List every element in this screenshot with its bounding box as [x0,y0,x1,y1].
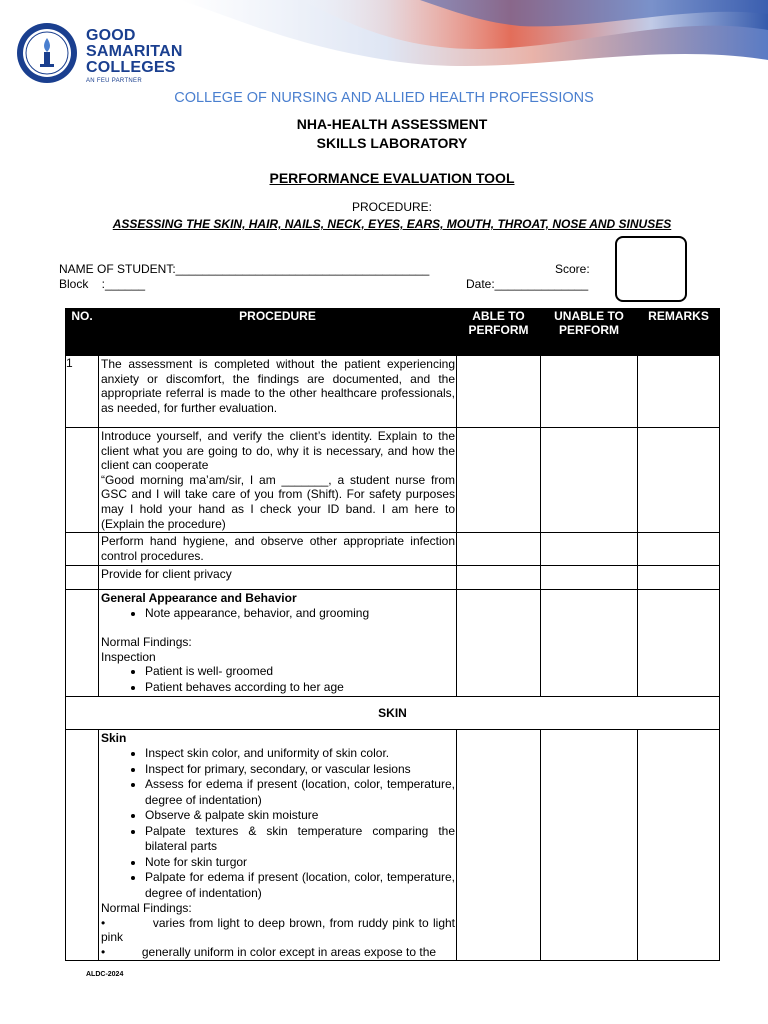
list-item: • Patient behaves according to her age [145,680,455,696]
procedure-name: ASSESSING THE SKIN, HAIR, NAILS, NECK, EYES, EARS, MOUTH, THROAT, NOSE AND SINUSES [112,217,672,231]
remarks-cell[interactable] [638,533,720,566]
brand-partner: AN FEU PARTNER [86,78,142,84]
able-cell[interactable] [457,590,541,697]
row-number [66,566,99,590]
row-procedure: Provide for client privacy [99,566,457,590]
table-header-row [66,309,720,356]
list-item: • Note appearance, behavior, and grooming [145,606,455,622]
row-procedure [99,428,457,533]
row-procedure: Perform hand hygiene, and observe other appropriate infection control procedures. [99,533,457,566]
date-field[interactable]: Date:______________ [466,277,589,291]
procedure-label: PROCEDURE: [351,200,432,214]
score-label: Score: [555,262,590,276]
list-item: • Palpate for edema if present (location, color, temperature, degree of indentation) [145,870,455,901]
row-procedure [99,590,457,697]
college-seal-icon [16,22,78,84]
brand-line-3: COLLEGES [86,59,176,76]
header-procedure: PROCEDURE [99,309,457,356]
remarks-cell[interactable] [638,428,720,533]
section-title-skin: SKIN [66,697,720,730]
intro-script: “Good morning ma’am/sir, I am _______, a student nurse from GSC and I will take care of you from (Shift). For safety purposes may I hold your hand as I check your ID band. I am here to (Explain the procedure) [101,472,455,531]
list-item: • Inspect skin color, and uniformity of skin color. [145,746,455,762]
remarks-cell[interactable] [638,590,720,697]
brand-line-2: SAMARITAN [86,43,183,60]
evaluation-table [65,308,720,961]
row-procedure: The assessment is completed without the patient experiencing anxiety or discomfort, the findings are documented, and the appropriate referral is made to the other healthcare professionals, as needed, for further evaluation. [99,356,457,428]
able-cell[interactable] [457,730,541,961]
header-unable: UNABLE TO PERFORM [541,309,638,356]
list-item: • Observe & palpate skin moisture [145,808,455,824]
able-cell[interactable] [457,356,541,428]
list-item: • Note for skin turgor [145,855,455,871]
header-no: NO. [66,309,99,356]
list-item: • Inspect for primary, secondary, or vascular lesions [145,762,455,778]
able-cell[interactable] [457,428,541,533]
brand-wordmark [86,28,183,84]
row-number [66,730,99,961]
row-number [66,590,99,697]
table-row [66,533,720,566]
row-number [66,533,99,566]
table-row [66,356,720,428]
list-item: • Patient is well- groomed [145,664,455,680]
unable-cell[interactable] [541,533,638,566]
row-number: 1 [66,356,99,428]
able-cell[interactable] [457,566,541,590]
skin-finding: • varies from light to deep brown, from ruddy pink to light pink [101,915,455,945]
section-row-skin [66,697,720,730]
header-remarks: REMARKS [638,309,720,356]
unable-cell[interactable] [541,730,638,961]
footer-code: ALDC-2024 [86,971,124,978]
list-item: • Palpate textures & skin temperature comparing the bilateral parts [145,824,455,855]
intro-instruction: Introduce yourself, and verify the client’s identity. Explain to the client what you are going to do, why it is necessary, and how the client can cooperate [101,429,455,473]
table-row [66,566,720,590]
row-procedure [99,730,457,961]
general-appearance-heading: General Appearance and Behavior [101,591,297,606]
table-row [66,590,720,697]
remarks-cell[interactable] [638,356,720,428]
unable-cell[interactable] [541,356,638,428]
remarks-cell[interactable] [638,566,720,590]
table-row [66,730,720,961]
tool-title: PERFORMANCE EVALUATION TOOL [269,170,515,186]
remarks-cell[interactable] [638,730,720,961]
skin-finding: • generally uniform in color except in areas expose to the [101,944,437,959]
header-able: ABLE TO PERFORM [457,309,541,356]
table-row [66,428,720,533]
unable-cell[interactable] [541,428,638,533]
brand-line-1: GOOD [86,27,136,44]
normal-findings-label: Normal Findings: [101,635,192,650]
skin-heading: Skin [101,731,127,746]
unable-cell[interactable] [541,590,638,697]
block-field[interactable]: Block :______ [59,277,146,291]
row-number [66,428,99,533]
score-box[interactable] [615,236,687,302]
list-item: • Assess for edema if present (location, color, temperature, degree of indentation) [145,777,455,808]
title-line-2: SKILLS LABORATORY [316,135,468,151]
inspection-label: Inspection [101,649,156,664]
college-name: COLLEGE OF NURSING AND ALLIED HEALTH PROFESSIONS [174,90,594,106]
title-line-1: NHA-HEALTH ASSESSMENT [296,116,488,132]
student-name-field[interactable]: NAME OF STUDENT:______________________________________ [59,262,430,276]
unable-cell[interactable] [541,566,638,590]
able-cell[interactable] [457,533,541,566]
normal-findings-label: Normal Findings: [101,901,192,916]
